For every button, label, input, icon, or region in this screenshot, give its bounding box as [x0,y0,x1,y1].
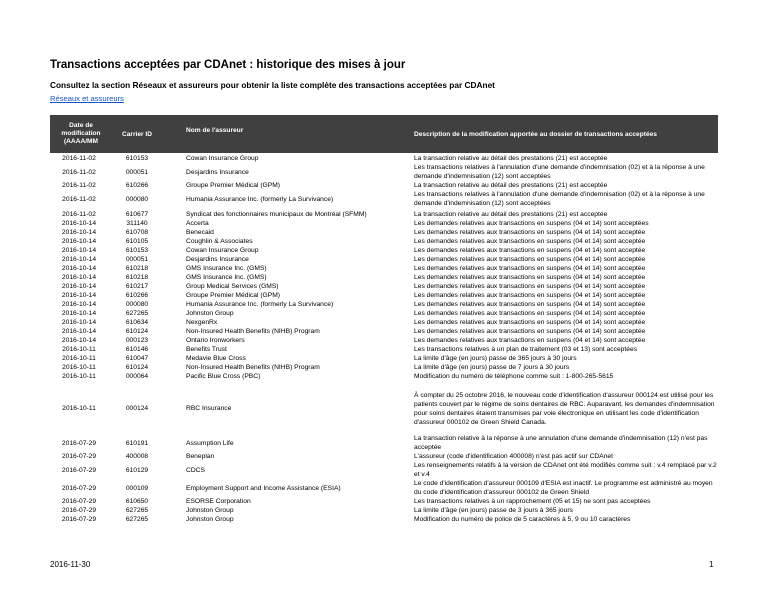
row-carrier-id: 610677 [125,211,149,218]
table-row [50,255,718,264]
page-title: Transactions acceptées par CDAnet : historique des mises à jour [50,59,406,71]
row-insurer: Desjardins Insurance [186,256,249,263]
row-insurer: Groupe Premier Médical (GPM) [186,182,281,189]
row-insurer: GMS Insurance Inc. (GMS) [186,274,267,281]
row-carrier-id: 610191 [125,439,149,447]
table-row [50,264,718,273]
row-date: 2016-07-29 [61,439,97,447]
header-description: Description de la modification apportée au dossier de transactions acceptées [414,130,657,138]
row-carrier-id: 311140 [126,220,148,227]
row-insurer: Accerta [186,220,209,227]
row-insurer: Cowan Insurance Group [186,155,259,162]
row-description: Les demandes relatives aux transactions en suspens (04 et 14) sont acceptée [414,265,646,272]
row-date: 2016-10-11 [62,346,96,353]
row-carrier-id: 610634 [125,319,149,326]
row-insurer: CDCS [186,466,205,474]
row-date: 2016-11-02 [62,168,96,176]
table-row [50,210,718,219]
row-description: À compter du 25 octobre 2016, le nouveau code d'identification d'assureur 000124 est utilisé pour les patients couvert par le régime de soins dentaires de RBC. Auparavant, les demandes d'indemnisation pour soins dentaires étaient transmises par voie électronique en utilisant les code d'identification d'assureur 000102 de Green Shield Canada. [414,391,715,426]
row-date: 2016-10-14 [61,337,97,344]
row-carrier-id: 610218 [125,274,149,281]
row-description: Les demandes relatives aux transactions en suspens (04 et 14) sont acceptée [414,337,646,344]
row-date: 2016-10-14 [61,274,97,281]
row-insurer: Non-Insured Health Benefits (NIHB) Program [186,328,320,335]
row-carrier-id: 610266 [125,182,149,189]
row-date: 2016-11-02 [62,182,96,189]
row-insurer: Desjardins Insurance [186,168,249,176]
row-date: 2016-10-14 [61,310,97,317]
table-row [50,452,718,461]
row-date: 2016-10-14 [61,301,97,308]
row-insurer: Humania Assurance Inc. (formerly La Survivance) [186,195,334,203]
row-date: 2016-10-14 [61,328,97,335]
table-row [50,479,718,497]
table-row [50,345,718,354]
row-date: 2016-07-29 [61,498,97,505]
row-insurer: Syndicat des fonctionnaires municipaux de Montréal (SFMM) [186,211,367,218]
row-insurer: Groupe Premier Médical (GPM) [186,292,281,299]
row-carrier-id: 610124 [125,328,149,335]
row-insurer: Benefits Trust [186,346,227,353]
row-date: 2016-10-14 [61,283,97,290]
table-row [50,154,718,163]
footer-date: 2016-11-30 [50,560,91,569]
row-date: 2016-10-14 [61,220,97,227]
table-body [50,154,718,524]
header-carrier-id: Carrier ID [121,130,153,138]
row-carrier-id: 610218 [125,265,149,272]
row-carrier-id: 000080 [125,301,149,308]
row-carrier-id: 000124 [125,405,149,412]
row-description: Les transactions relatives à un rapprochement (05 et 15) ne sont pas acceptées [414,498,651,505]
table-row [50,219,718,228]
table-row [50,318,718,327]
row-insurer: ESORSE Corporation [186,498,251,505]
row-carrier-id: 610153 [125,247,149,254]
row-date: 2016-10-11 [62,405,96,412]
row-description: Les renseignements relatifs à la version de CDAnet ont été modifiés comme suit : v.4 remplacé par v.2 et v.4 [414,462,717,478]
row-description: La limite d'âge (en jours) passe de 3 jours à 365 jours [414,507,573,514]
row-carrier-id: 000109 [125,484,149,492]
row-date: 2016-07-29 [61,507,97,514]
table-row [50,461,718,479]
row-description: Les demandes relatives aux transactions en suspens (04 et 14) sont acceptée [414,301,646,308]
table-row [50,300,718,309]
row-description: Les transactions relatives à un plan de traitement (03 et 13) sont acceptées [414,346,638,353]
row-date: 2016-07-29 [61,466,97,474]
row-date: 2016-07-29 [61,484,97,492]
table-row [50,363,718,372]
table-row [50,434,718,452]
row-date: 2016-07-29 [61,453,97,460]
row-description: Les demandes relatives aux transactions en suspens (04 et 14) sont acceptée [414,292,646,299]
row-description: La transaction relative au détail des prestations (21) est acceptée [414,182,608,189]
row-date: 2016-10-14 [61,238,97,245]
row-carrier-id: 610047 [125,355,149,362]
row-insurer: Humania Assurance Inc. (formerly La Survivance) [186,301,334,308]
row-description: Les demandes relatives aux transactions en suspens (04 et 14) sont acceptées [414,220,649,227]
row-description: Les demandes relatives aux transactions en suspens (04 et 14) sont acceptée [414,310,646,317]
row-carrier-id: 400008 [125,453,149,460]
page-subtitle: Consultez la section Réseaux et assureurs pour obtenir la liste complète des transactions acceptées par CDAnet [50,80,495,90]
row-carrier-id: 610708 [125,229,149,236]
table-row [50,282,718,291]
row-insurer: GMS Insurance Inc. (GMS) [186,265,267,272]
row-insurer: Johnston Group [186,516,234,523]
row-carrier-id: 000064 [125,373,149,380]
row-date: 2016-10-11 [62,355,96,362]
row-description: La transaction relative à la réponse à une annulation d'une demande d'indemnisation (12) n'est pas acceptée [414,435,708,451]
table-row [50,246,718,255]
row-date: 2016-10-14 [61,265,97,272]
row-date: 2016-10-14 [61,292,97,299]
row-insurer: NexgenRx [186,319,218,326]
row-date: 2016-10-14 [61,247,97,254]
row-insurer: Group Medical Services (GMS) [186,283,279,290]
row-carrier-id: 610217 [125,283,149,290]
header-date: Date de modification (AAAA/MM [61,121,101,146]
table-row [50,336,718,345]
row-carrier-id: 610105 [125,238,149,245]
table-row [50,327,718,336]
row-insurer: Coughlin & Associates [186,238,253,245]
row-description: Les demandes relatives aux transactions en suspens (04 et 14) sont acceptée [414,328,646,335]
row-carrier-id: 000051 [125,168,149,176]
row-carrier-id: 610650 [125,498,149,505]
row-description: Les transactions relatives à l'annulation d'une demande d'indemnisation (02) et à la réponse à une demande d'indemnisation (12) sont acceptées [414,164,705,180]
row-carrier-id: 610129 [125,466,149,474]
row-date: 2016-10-11 [62,364,96,371]
row-description: Modification du numéro de téléphone comme suit : 1-800-265-5615 [414,373,614,380]
table-row [50,163,718,181]
row-description: Les demandes relatives aux transactions en suspens (04 et 14) sont acceptée [414,274,646,281]
row-date: 2016-10-14 [61,319,97,326]
row-insurer: Employment Support and Income Assistance (ESIA) [186,484,341,492]
table-row [50,309,718,318]
row-description: Les transactions relatives à l'annulation d'une demande d'indemnisation (02) et à la réponse à une demande d'indemnisation (12) sont acceptées [414,191,705,207]
table-row [50,354,718,363]
row-date: 2016-10-14 [61,256,97,263]
row-description: Les demandes relatives aux transactions en suspens (04 et 14) sont acceptée [414,256,646,263]
row-insurer: Non-Insured Health Benefits (NIHB) Program [186,364,320,371]
row-carrier-id: 610153 [125,155,149,162]
row-description: Les demandes relatives aux transactions en suspens (04 et 14) sont acceptée [414,238,646,245]
row-carrier-id: 627265 [125,507,149,514]
row-insurer: Ontario Ironworkers [186,337,245,344]
row-description: L'assureur (code d'identification 400008) n'est pas actif sur CDAnet [414,453,613,460]
row-carrier-id: 000051 [125,256,149,263]
table-row [50,237,718,246]
row-date: 2016-11-02 [62,211,96,218]
row-carrier-id: 000080 [125,195,149,203]
row-date: 2016-07-29 [61,516,97,523]
row-carrier-id: 627265 [125,516,149,523]
table-row [50,291,718,300]
table-row [50,515,718,524]
row-carrier-id: 610124 [125,364,149,371]
table-row [50,497,718,506]
networks-insurers-link[interactable]: Réseaux et assureurs [50,94,124,103]
header-insurer: Nom de l'assureur [186,126,244,134]
table-row [50,181,718,190]
row-description: La transaction relative au détail des prestations (21) est acceptée [414,155,608,162]
row-description: Modification du numéro de police de 5 caractères à 5, 9 ou 10 caractères [414,516,631,523]
row-date: 2016-10-11 [62,373,96,380]
row-insurer: RBC Insurance [186,405,232,412]
row-insurer: Pacific Blue Cross (PBC) [186,373,261,380]
row-carrier-id: 610266 [125,292,149,299]
row-date: 2016-11-02 [62,155,96,162]
row-insurer: Johnston Group [186,507,234,514]
table-row [50,228,718,237]
table-header [50,115,718,153]
row-carrier-id: 627265 [125,310,149,317]
row-description: Le code d'identification d'assureur 000109 d'ESIA est inactif. Le programme est administré au moyen du code d'identification d'assureur 000102 de Green Shield [414,480,713,496]
row-description: Les demandes relatives aux transactions en suspens (04 et 14) sont acceptée [414,247,646,254]
row-carrier-id: 610146 [125,346,149,353]
row-date: 2016-11-02 [62,195,96,203]
row-insurer: Medavie Blue Cross [186,355,246,362]
row-description: Les demandes relatives aux transactions en suspens (04 et 14) sont acceptée [414,319,646,326]
row-insurer: Cowan Insurance Group [186,247,259,254]
row-insurer: Benecaid [186,229,214,236]
row-insurer: Johnston Group [186,310,234,317]
row-description: La limite d'âge (en jours) passe de 365 jours à 30 jours [414,355,577,362]
row-date: 2016-10-14 [61,229,97,236]
table-row [50,372,718,381]
row-description: La limite d'âge (en jours) passe de 7 jours à 30 jours [414,364,570,371]
page-number: 1 [709,560,714,569]
row-description: La transaction relative au détail des prestations (21) est acceptée [414,211,608,218]
row-insurer: Assumption Life [186,439,234,447]
row-insurer: Beneplan [186,453,215,460]
table-row [50,386,718,431]
row-description: Les demandes relatives aux transactions en suspens (04 et 14) sont acceptée [414,283,646,290]
table-row [50,190,718,208]
row-carrier-id: 000123 [125,337,149,344]
table-row [50,506,718,515]
row-description: Les demandes relatives aux transactions en suspens (04 et 14) sont acceptée [414,229,646,236]
table-row [50,273,718,282]
